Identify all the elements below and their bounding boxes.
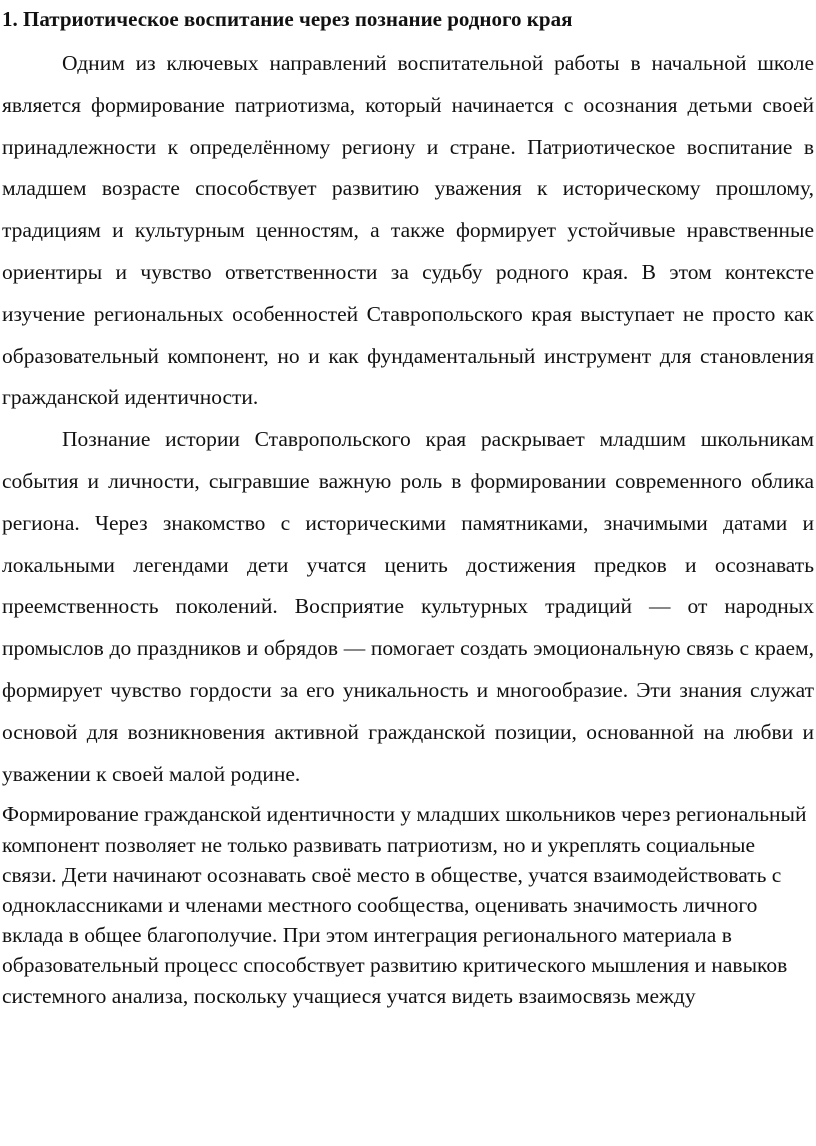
paragraph-regional-history: Познание истории Ставропольского края раскрывает младшим школьникам события и личности, сыгравшие важную роль в формировании современного облика региона. Через знакомство с историческими памятниками, значимыми датами и локальными легендами дети учатся ценить достижения предков и осознавать преемственность поколений. Восприятие культурных традиций — от народных промыслов до праздников и обрядов — помогает создать эмоциональную связь с краем, формирует чувство гордости за его уникальность и многообразие. Эти знания служат основой для возникновения активной гражданской позиции, основанной на любви и уважении к своей малой родине. xyxy=(2,427,814,786)
paragraph-civic-identity: Формирование гражданской идентичности у младших школьников через региональный компонент позволяет не только развивать патриотизм, но и укреплять социальные связи. Дети начинают осознавать своё место в обществе, учатся взаимодействовать с одноклассниками и членами местного сообщества, оценивать значимость личного вклада в общее благополучие. При этом интеграция регионального материала в образовательный процесс способствует развитию критического мышления и навыков системного анализа, поскольку учащиеся учатся видеть взаимосвязь между xyxy=(2,802,807,1008)
paragraph-patriotism-intro: Одним из ключевых направлений воспитательной работы в начальной школе является формирование патриотизма, который начинается с осознания детьми своей принадлежности к определённому региону и стране. Патриотическое воспитание в младшем возрасте способствует развитию уважения к историческому прошлому, традициям и культурным ценностям, а также формирует устойчивые нравственные ориентиры и чувство ответственности за судьбу родного края. В этом контексте изучение региональных особенностей Ставропольского края выступает не просто как образовательный компонент, но и как фундаментальный инструмент для становления гражданской идентичности. xyxy=(2,51,814,410)
section-heading: 1. Патриотическое воспитание через познание родного края xyxy=(2,7,573,31)
